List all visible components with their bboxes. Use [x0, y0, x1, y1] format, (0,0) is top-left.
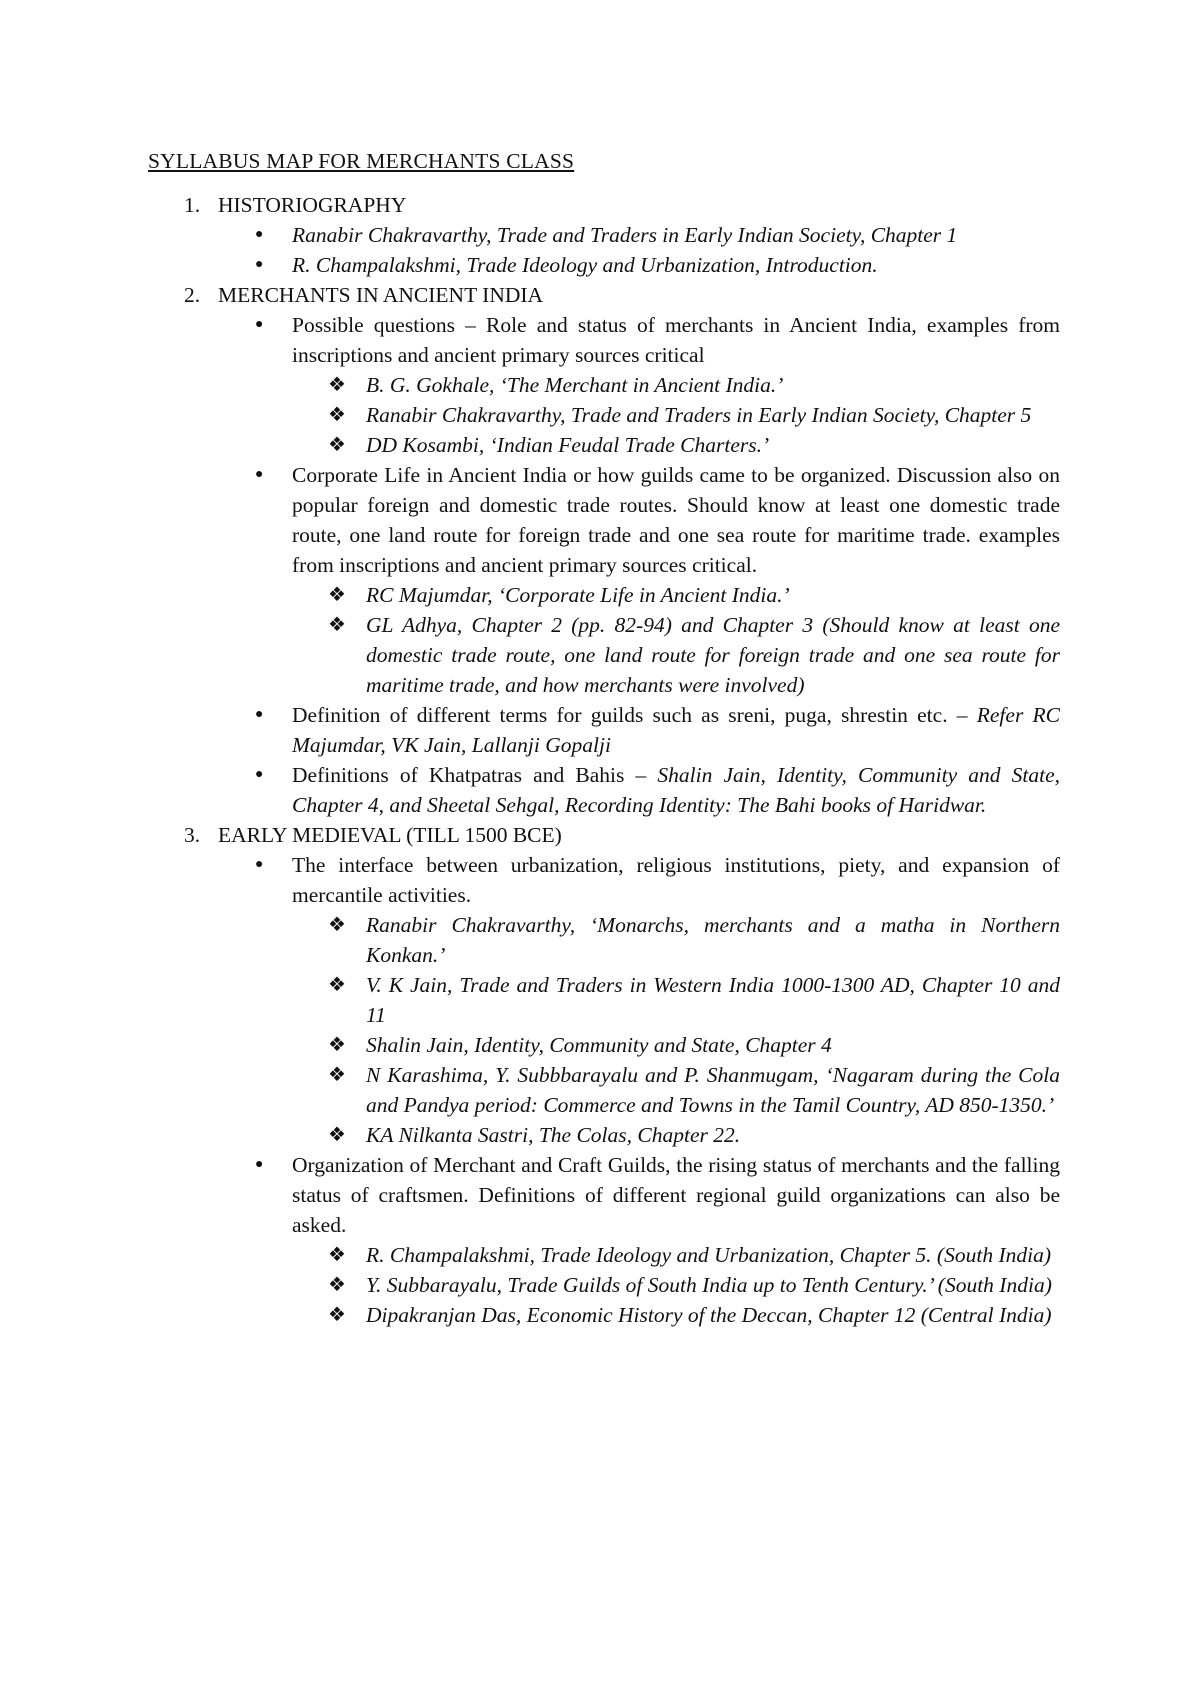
bullet-icon: ●	[255, 227, 264, 242]
list-item	[148, 310, 1060, 370]
bullet-icon: ●	[255, 317, 264, 332]
section-number: 3.	[184, 823, 201, 847]
reference-text: Ranabir Chakravarthy, ‘Monarchs, merchants and a matha in Northern Konkan.’	[366, 913, 1060, 967]
four-diamond-bullet-icon: ❖	[328, 614, 346, 636]
four-diamond-bullet-icon: ❖	[328, 974, 346, 996]
four-diamond-bullet-icon: ❖	[328, 914, 346, 936]
section	[148, 820, 1060, 1330]
reference-item	[148, 370, 1060, 400]
reference-item	[148, 580, 1060, 610]
section	[148, 280, 1060, 820]
item-text	[292, 700, 1060, 760]
section-number: 2.	[184, 283, 201, 307]
bullet-icon: ●	[255, 767, 264, 782]
item-plain-text: The interface between urbanization, religious institutions, piety, and expansion of mercantile activities.	[292, 853, 1060, 907]
four-diamond-bullet-icon: ❖	[328, 404, 346, 426]
reference-item	[148, 970, 1060, 1030]
item-text	[292, 460, 1060, 580]
four-diamond-bullet-icon: ❖	[328, 374, 346, 396]
list-item	[148, 220, 1060, 250]
four-diamond-bullet-icon: ❖	[328, 1064, 346, 1086]
list-item	[148, 460, 1060, 580]
section-title: MERCHANTS IN ANCIENT INDIA	[218, 283, 544, 307]
four-diamond-bullet-icon: ❖	[328, 434, 346, 456]
bullet-icon: ●	[255, 707, 264, 722]
item-text	[292, 1150, 1060, 1240]
reference-text: V. K Jain, Trade and Traders in Western India 1000-1300 AD, Chapter 10 and 11	[366, 973, 1060, 1027]
reference-text: Ranabir Chakravarthy, Trade and Traders in Early Indian Society, Chapter 5	[366, 403, 1032, 427]
section	[148, 190, 1060, 280]
item-text	[292, 250, 1060, 280]
reference-item	[148, 430, 1060, 460]
section-title: HISTORIOGRAPHY	[218, 193, 407, 217]
section-heading	[148, 280, 1060, 310]
bullet-icon: ●	[255, 467, 264, 482]
reference-text: RC Majumdar, ‘Corporate Life in Ancient India.’	[366, 583, 790, 607]
item-plain-text: Definition of different terms for guilds such as sreni, puga, shrestin etc. –	[292, 703, 977, 727]
reference-item	[148, 400, 1060, 430]
item-text	[292, 850, 1060, 910]
item-text	[292, 760, 1060, 820]
reference-item	[148, 1030, 1060, 1060]
reference-item	[148, 910, 1060, 970]
item-plain-text: Definitions of Khatpatras and Bahis –	[292, 763, 658, 787]
item-italic-text: Refer RC Majumdar, VK Jain, Lallanji Gopalji	[292, 703, 1060, 757]
reference-text: GL Adhya, Chapter 2 (pp. 82-94) and Chapter 3 (Should know at least one domestic trade route, one land route for foreign trade and one sea route for maritime trade, and how merchants were involved)	[366, 613, 1060, 697]
four-diamond-bullet-icon: ❖	[328, 1124, 346, 1146]
four-diamond-bullet-icon: ❖	[328, 1304, 346, 1326]
reference-text: R. Champalakshmi, Trade Ideology and Urbanization, Chapter 5. (South India)	[366, 1243, 1051, 1267]
item-plain-text: Organization of Merchant and Craft Guilds, the rising status of merchants and the falling status of craftsmen. Definitions of different regional guild organizations can also be asked.	[292, 1153, 1060, 1237]
bullet-icon: ●	[255, 1157, 264, 1172]
section-number: 1.	[184, 193, 201, 217]
document-title: SYLLABUS MAP FOR MERCHANTS CLASS	[148, 149, 575, 173]
item-italic-text: R. Champalakshmi, Trade Ideology and Urbanization, Introduction.	[292, 253, 878, 277]
section-heading	[148, 820, 1060, 850]
list-item	[148, 760, 1060, 820]
reference-text: Shalin Jain, Identity, Community and State, Chapter 4	[366, 1033, 832, 1057]
item-plain-text: Possible questions – Role and status of merchants in Ancient India, examples from inscriptions and ancient primary sources critical	[292, 313, 1060, 367]
item-text	[292, 310, 1060, 370]
reference-text: DD Kosambi, ‘Indian Feudal Trade Charters.’	[366, 433, 770, 457]
reference-item	[148, 1240, 1060, 1270]
reference-item	[148, 1060, 1060, 1120]
item-text	[292, 220, 1060, 250]
syllabus-content	[148, 146, 1060, 1330]
reference-item	[148, 1270, 1060, 1300]
bullet-icon: ●	[255, 257, 264, 272]
four-diamond-bullet-icon: ❖	[328, 584, 346, 606]
list-item	[148, 850, 1060, 910]
section-title: EARLY MEDIEVAL (TILL 1500 BCE)	[218, 823, 562, 847]
four-diamond-bullet-icon: ❖	[328, 1034, 346, 1056]
section-heading	[148, 190, 1060, 220]
item-italic-text: Ranabir Chakravarthy, Trade and Traders in Early Indian Society, Chapter 1	[292, 223, 958, 247]
reference-item	[148, 1120, 1060, 1150]
reference-text: Y. Subbarayalu, Trade Guilds of South India up to Tenth Century.’ (South India)	[366, 1273, 1052, 1297]
list-item	[148, 1150, 1060, 1240]
bullet-icon: ●	[255, 857, 264, 872]
item-plain-text: Corporate Life in Ancient India or how guilds came to be organized. Discussion also on popular foreign and domestic trade routes. Should know at least one domestic trade route, one land route for foreign trade and one sea route for maritime trade. examples from inscriptions and ancient primary sources critical.	[292, 463, 1060, 577]
reference-text: N Karashima, Y. Subbbarayalu and P. Shanmugam, ‘Nagaram during the Cola and Pandya period: Commerce and Towns in the Tamil Country, AD 850-1350.’	[366, 1063, 1060, 1117]
list-item	[148, 250, 1060, 280]
four-diamond-bullet-icon: ❖	[328, 1244, 346, 1266]
reference-text: KA Nilkanta Sastri, The Colas, Chapter 22.	[366, 1123, 741, 1147]
reference-item	[148, 1300, 1060, 1330]
reference-item	[148, 610, 1060, 700]
sections-list	[148, 190, 1060, 1330]
reference-text: B. G. Gokhale, ‘The Merchant in Ancient India.’	[366, 373, 784, 397]
reference-text: Dipakranjan Das, Economic History of the Deccan, Chapter 12 (Central India)	[366, 1303, 1052, 1327]
four-diamond-bullet-icon: ❖	[328, 1274, 346, 1296]
list-item	[148, 700, 1060, 760]
item-italic-text: Shalin Jain, Identity, Community and State, Chapter 4, and Sheetal Sehgal, Recording Identity: The Bahi books of Haridwar.	[292, 763, 1060, 817]
